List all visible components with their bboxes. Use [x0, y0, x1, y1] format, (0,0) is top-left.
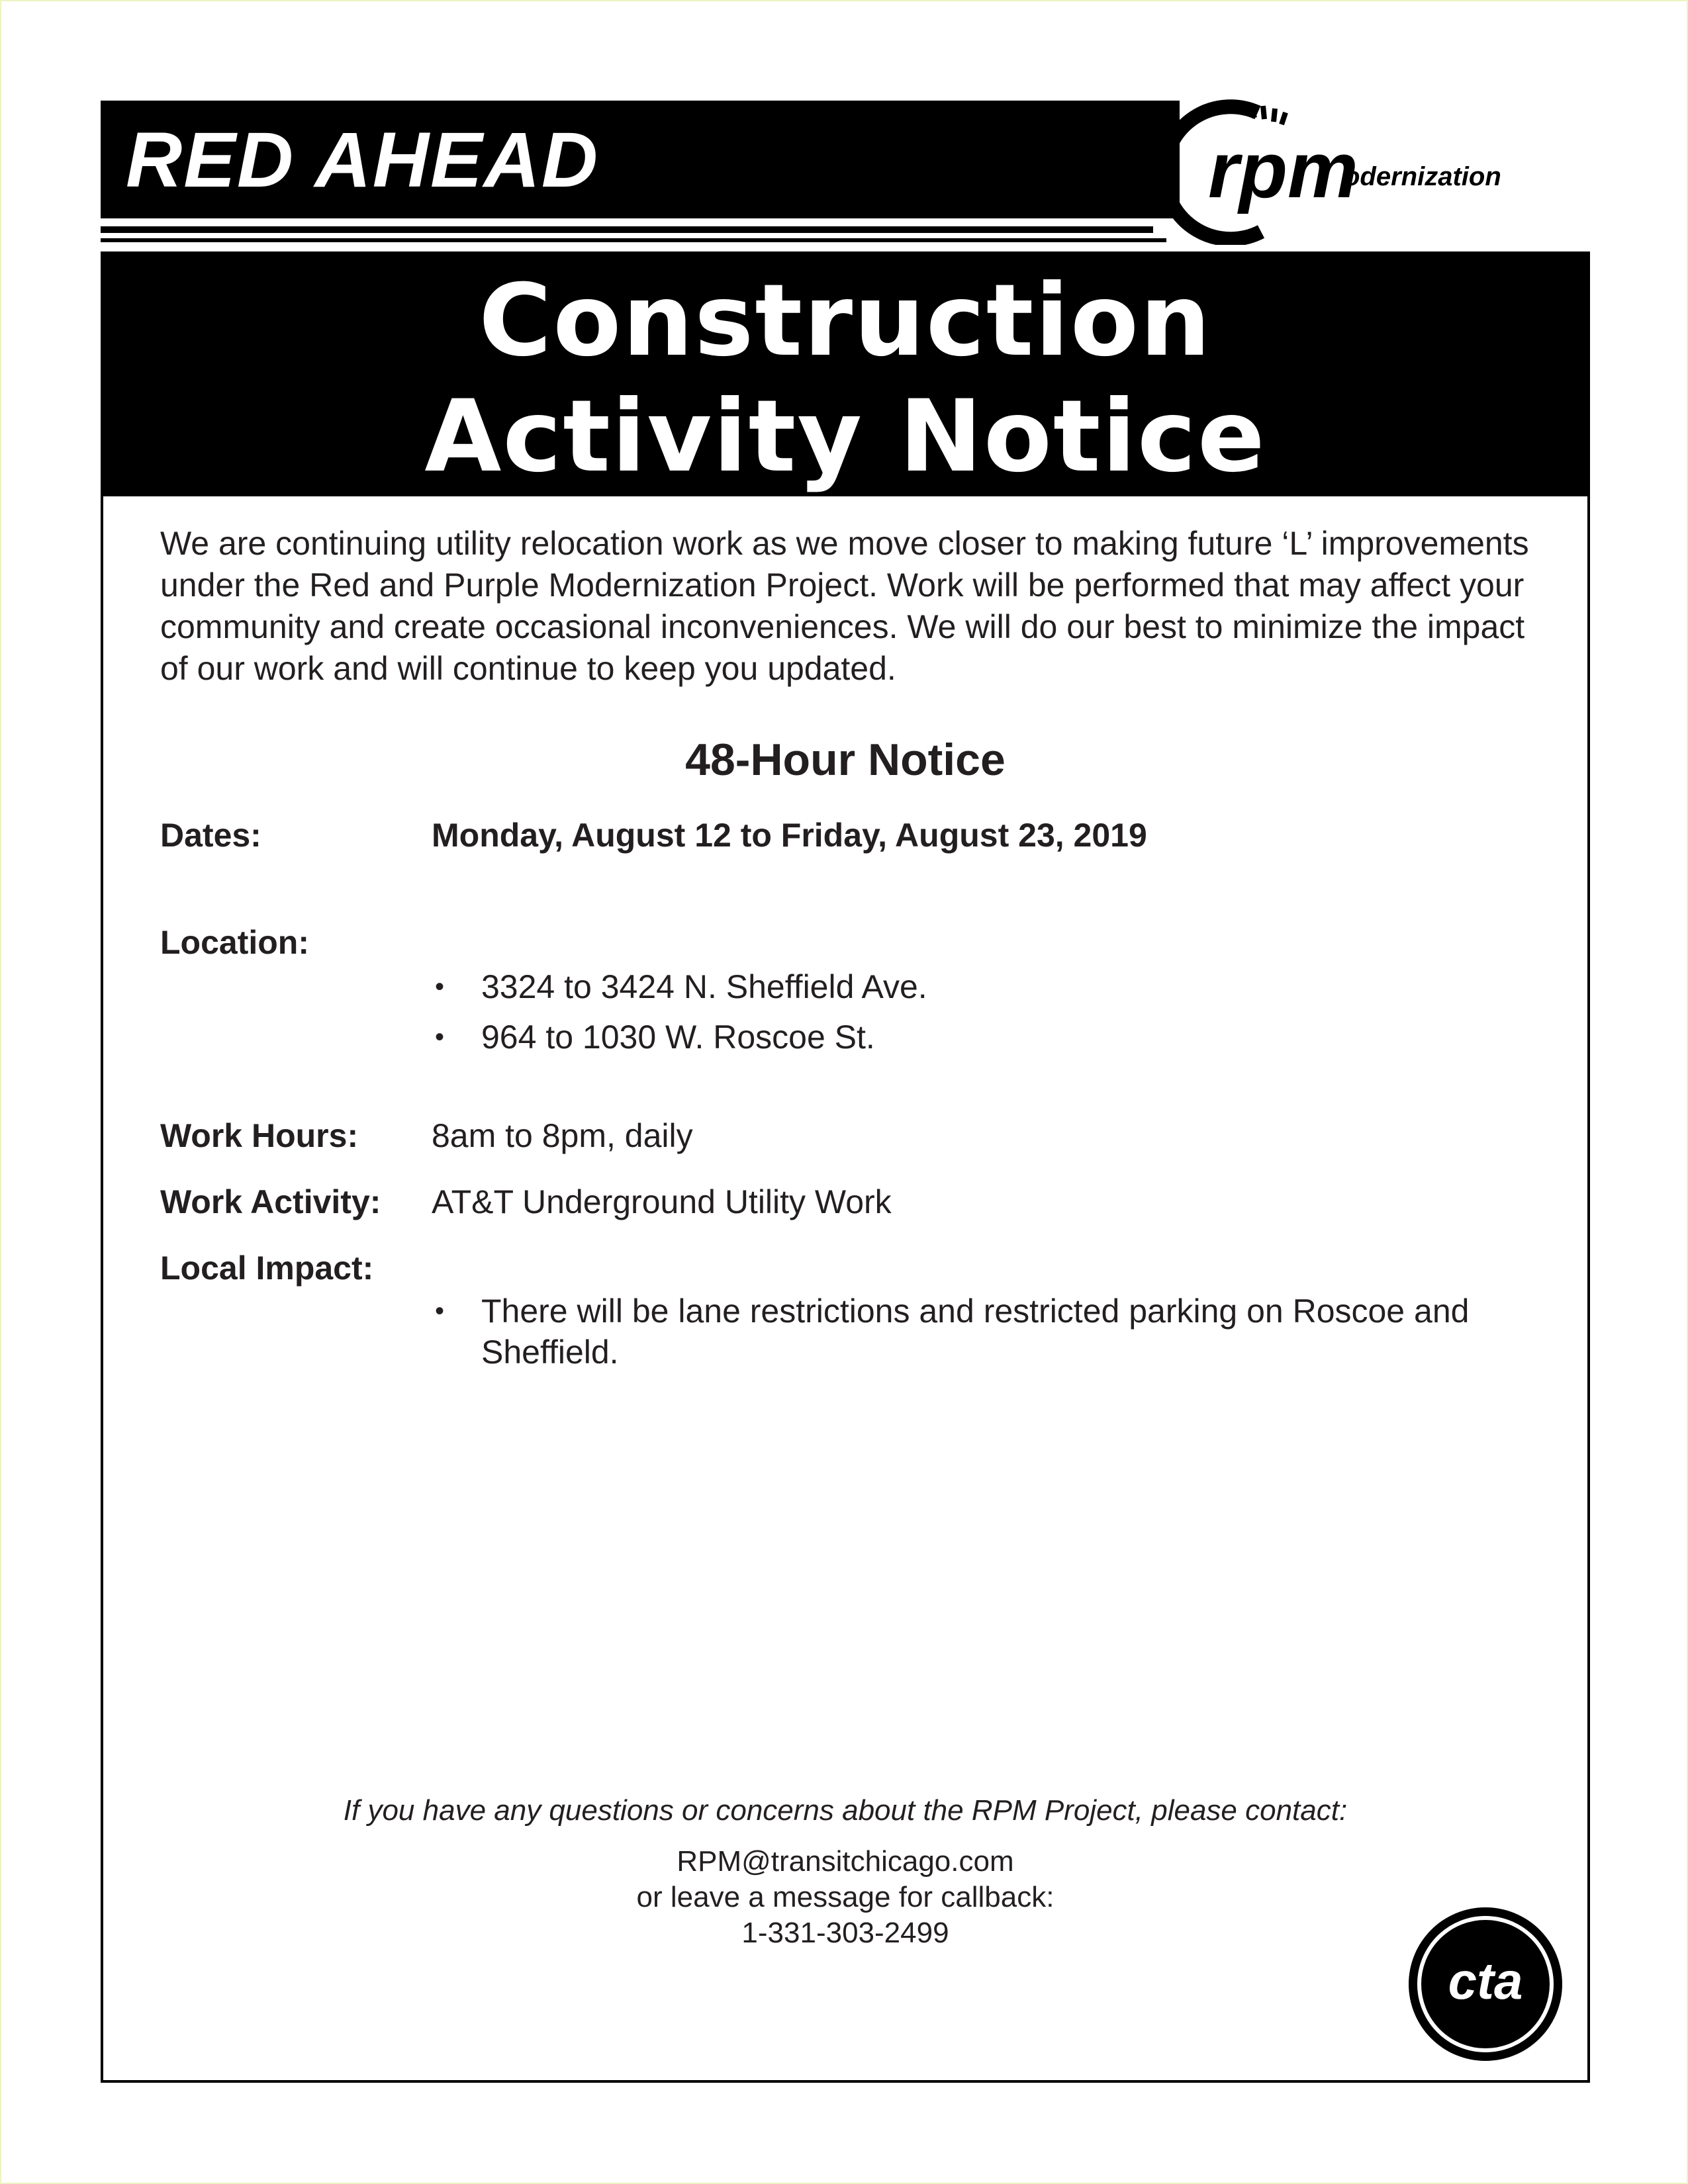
- notice-heading: 48-Hour Notice: [685, 735, 1006, 785]
- rpm-logo-text: rpm: [1208, 126, 1358, 214]
- contact-callback-text: or leave a message for callback:: [636, 1881, 1055, 1913]
- dates-label: Dates:: [160, 817, 261, 854]
- rpm-logo-suffix: odernization: [1344, 162, 1501, 191]
- bullet-icon: •: [435, 1297, 445, 1326]
- list-item: [432, 1291, 1469, 1373]
- banner-stripe: [101, 238, 1166, 242]
- location-label: Location:: [160, 924, 309, 961]
- location-text: 964 to 1030 W. Roscoe St.: [481, 1019, 875, 1056]
- cta-logo-text: cta: [1448, 1952, 1523, 2010]
- local-impact-label: Local Impact:: [160, 1250, 374, 1287]
- rpm-modernization-logo: [1145, 99, 1569, 245]
- title-line-1: Construction: [479, 263, 1212, 379]
- location-text: 3324 to 3424 N. Sheffield Ave.: [481, 968, 927, 1005]
- contact-phone[interactable]: 1-331-303-2499: [741, 1917, 949, 1949]
- cta-logo: [1406, 1905, 1565, 2064]
- contact-prompt: If you have any questions or concerns about the RPM Project, please contact:: [343, 1794, 1348, 1827]
- work-activity-label: Work Activity:: [160, 1183, 381, 1220]
- contact-email[interactable]: RPM@transitchicago.com: [677, 1845, 1014, 1878]
- local-impact-text: There will be lane restrictions and restricted parking on Roscoe and: [481, 1293, 1470, 1330]
- local-impact-list: [432, 1291, 1469, 1373]
- work-hours-label: Work Hours:: [160, 1117, 359, 1154]
- list-item: [432, 1017, 927, 1058]
- bullet-icon: •: [435, 1023, 445, 1052]
- local-impact-text-continued: Sheffield.: [481, 1334, 619, 1371]
- location-list: [432, 966, 927, 1067]
- banner-stripe: [101, 226, 1153, 233]
- intro-paragraph: We are continuing utility relocation work as we move closer to making future ‘L’ improvements under the Red and Purple Modernization Project. Work will be performed that may affect your community and create occasional inconveniences. We will do our best to minimize the impact of our work and will continue to keep you updated.: [160, 525, 1529, 687]
- title-line-2: Activity Notice: [424, 379, 1266, 494]
- list-item: [432, 966, 927, 1007]
- work-hours-value: 8am to 8pm, daily: [432, 1117, 693, 1154]
- work-activity-value: AT&T Underground Utility Work: [432, 1183, 892, 1220]
- bullet-icon: •: [435, 972, 445, 1001]
- dates-value: Monday, August 12 to Friday, August 23, 2019: [432, 817, 1147, 854]
- red-ahead-logo: RED AHEAD: [126, 116, 600, 204]
